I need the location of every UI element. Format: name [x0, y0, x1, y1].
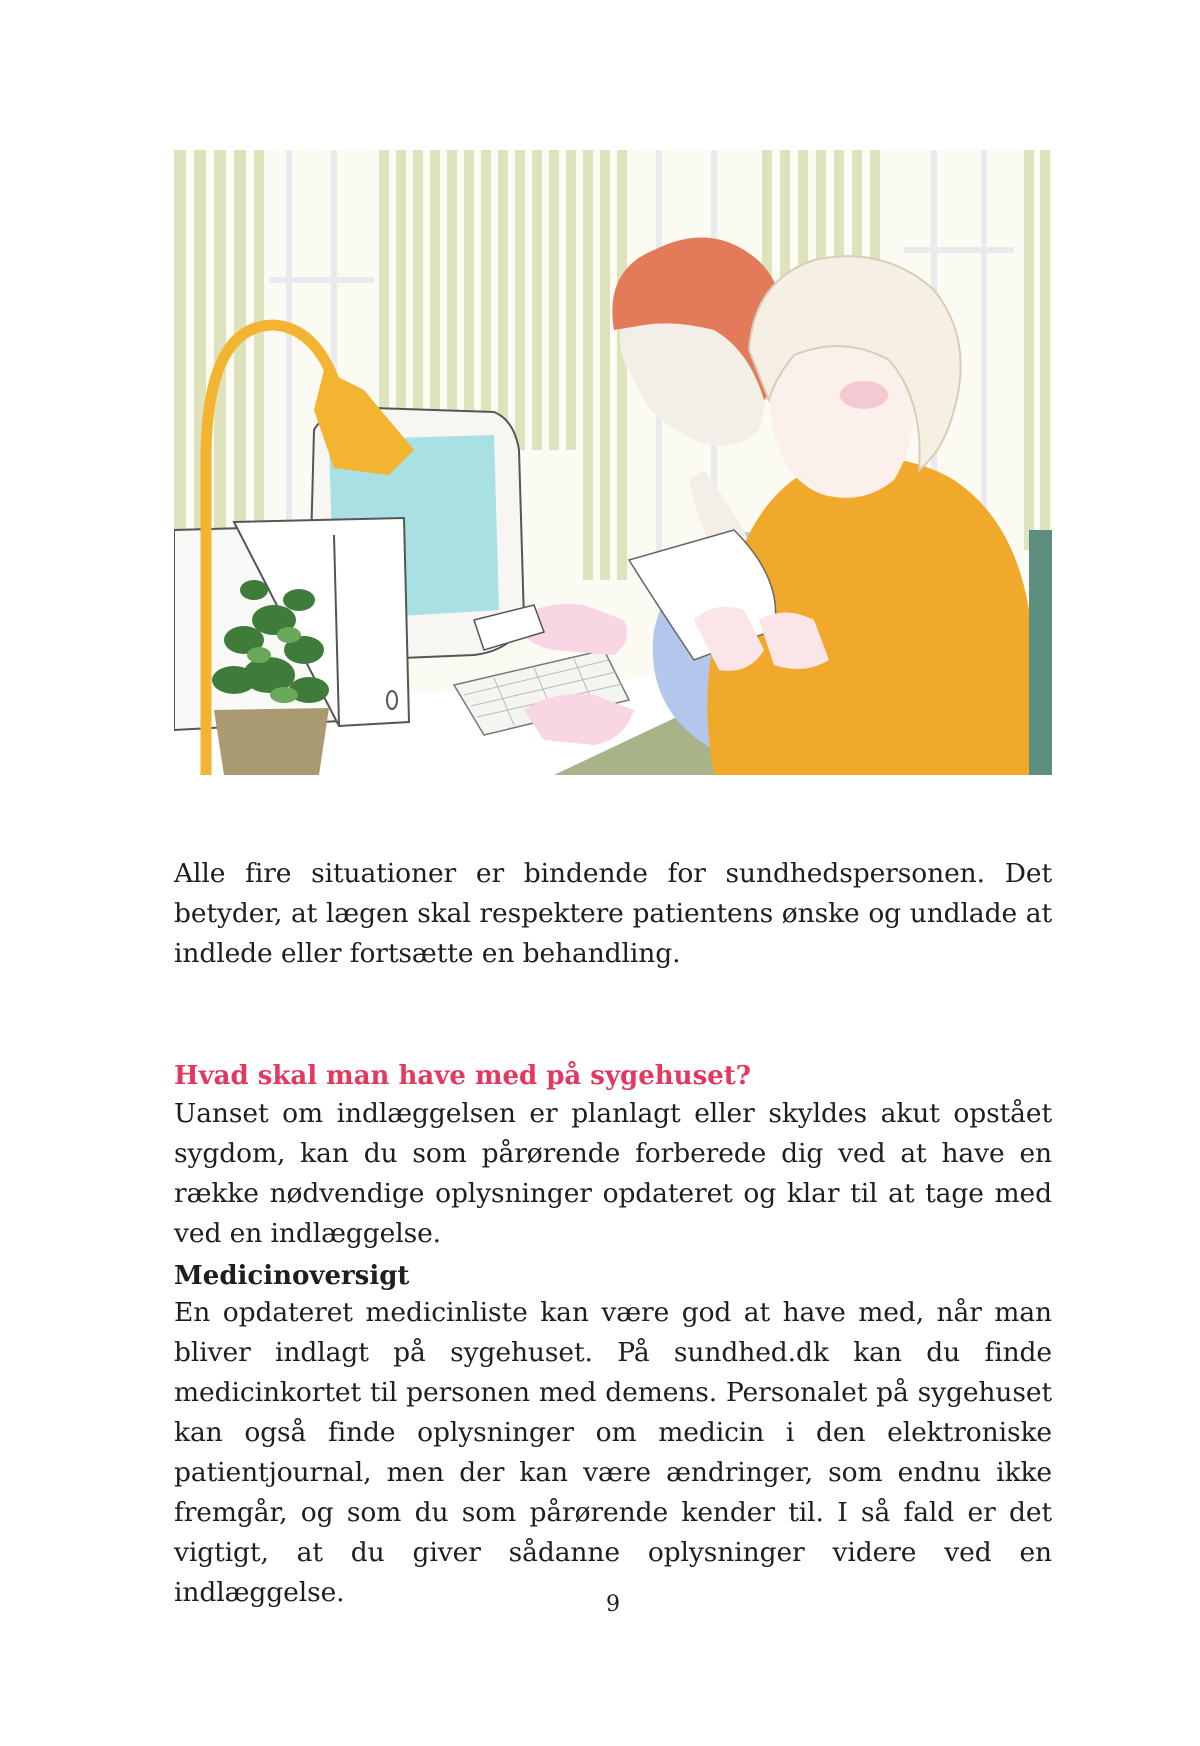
- section-heading-medication-overview: Medicinoversigt: [174, 1261, 410, 1291]
- section-heading-hospital-items: Hvad skal man have med på sygehuset?: [174, 1061, 752, 1091]
- page-number: 9: [606, 1592, 620, 1617]
- intro-paragraph: Alle fire situationer er bindende for sundhedspersonen. Det betyder, at lægen skal respektere patientens ønske og undlade at indlede eller fortsætte en behandling.: [174, 858, 1052, 969]
- illustration-women-at-computer: [174, 150, 1052, 775]
- section-body-hospital-items: Uanset om indlæggelsen er planlagt eller skyldes akut opstået sygdom, kan du som pårørende forberede dig ved at have en række nødvendige oplysninger opdateret og klar til at tage med ved en indlæggelse.: [174, 1098, 1052, 1249]
- section-body-medication-overview: En opdateret medicinliste kan være god at have med, når man bliver indlagt på sygehuset. På sundhed.dk kan du finde medicinkortet til personen med demens. Personalet på sygehuset kan også finde oplysninger om medicin i den elektroniske patientjournal, men der kan være ændringer, som endnu ikke fremgår, og som du som pårørende kender til. I så fald er det vigtigt, at du giver sådanne oplysninger videre ved en indlæggelse.: [174, 1297, 1052, 1608]
